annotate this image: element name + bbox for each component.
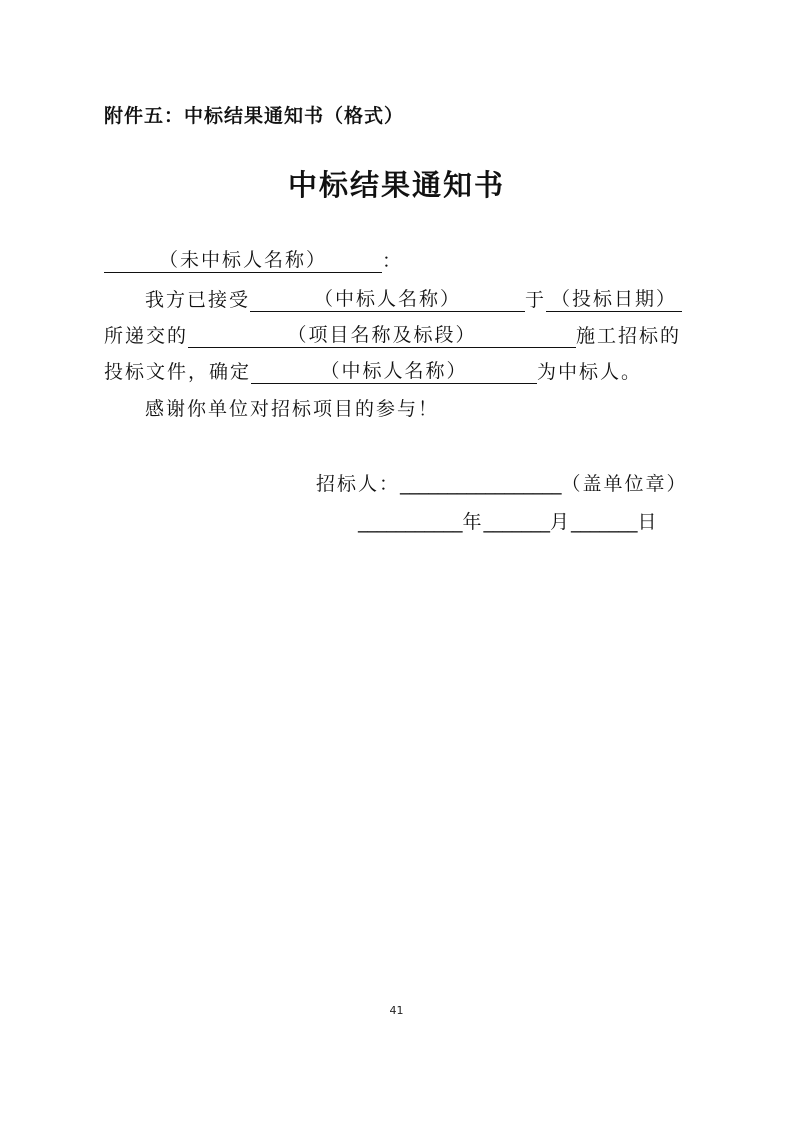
accept-text: 我方已接受 bbox=[145, 289, 251, 311]
on-text: 于 bbox=[525, 289, 547, 311]
project-name-blank: （项目名称及标段） bbox=[188, 323, 576, 348]
month-label: 月 bbox=[550, 511, 572, 533]
day-dashes: _______ bbox=[571, 511, 638, 533]
signature-dashes: _________________ bbox=[400, 473, 562, 495]
bid-date-blank: （投标日期） bbox=[546, 287, 682, 312]
month-dashes: _______ bbox=[483, 511, 551, 533]
seal-text: （盖单位章） bbox=[561, 473, 688, 495]
thanks-line: 感谢你单位对招标项目的参与！ bbox=[145, 398, 440, 420]
year-label: 年 bbox=[462, 511, 484, 533]
paragraph-line-2 bbox=[104, 321, 681, 348]
tenderer-label: 招标人： bbox=[316, 473, 401, 495]
salutation-line bbox=[104, 246, 403, 273]
submitted-text: 所递交的 bbox=[104, 325, 189, 347]
as-winner-text: 为中标人。 bbox=[537, 361, 643, 383]
salutation-colon: ： bbox=[382, 250, 404, 272]
year-dashes: ___________ bbox=[358, 511, 463, 533]
attachment-title: 附件五：中标结果通知书（格式） bbox=[104, 105, 405, 127]
signature-line bbox=[316, 469, 688, 496]
tender-text: 施工招标的 bbox=[576, 325, 682, 347]
day-label: 日 bbox=[637, 511, 659, 533]
paragraph-line-3 bbox=[104, 357, 642, 384]
page-number: 41 bbox=[389, 1004, 404, 1017]
winner-name-blank-2: （中标人名称） bbox=[251, 359, 537, 384]
unsuccessful-bidder-blank: （未中标人名称） bbox=[104, 248, 382, 273]
document-title: 中标结果通知书 bbox=[287, 168, 505, 202]
paragraph-line-1 bbox=[145, 285, 682, 312]
date-line bbox=[358, 507, 659, 534]
bid-doc-text: 投标文件，确定 bbox=[104, 361, 252, 383]
winner-name-blank: （中标人名称） bbox=[250, 287, 525, 312]
